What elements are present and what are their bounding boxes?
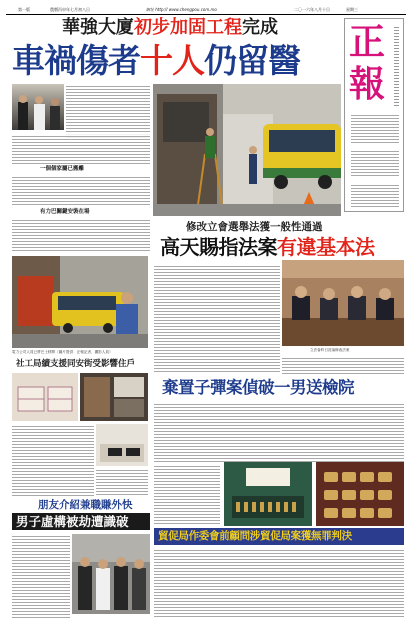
headline2-kicker: 修改立會選舉法獲一般性通過 bbox=[186, 221, 323, 233]
bus-accident-photo bbox=[153, 84, 341, 216]
bullets-photo-1 bbox=[224, 462, 312, 526]
headline3-main: 男子虛構被劫遭識破 bbox=[12, 513, 150, 530]
article-text-council bbox=[154, 264, 280, 374]
article-text-5 bbox=[96, 468, 148, 496]
bathroom-photo bbox=[80, 373, 148, 421]
bus-photo-caption: 電力公司人員已將巴士移開（圖片提供：正報記者、攝影人員） bbox=[12, 350, 113, 354]
article-text-4 bbox=[12, 424, 94, 496]
council-photo-art bbox=[282, 260, 404, 346]
article-text-2 bbox=[12, 175, 150, 207]
page-label: 第一版 bbox=[18, 7, 30, 12]
masthead-bar bbox=[6, 5, 406, 15]
headline3-kicker: 朋友介紹兼職賺外快 bbox=[38, 499, 133, 511]
article-text-bullets bbox=[154, 402, 404, 462]
subhead-c: 社工局續支援同安街受影響住戶 bbox=[16, 359, 136, 369]
bullets-photo-1-art bbox=[224, 462, 312, 526]
lunar-date: 農曆丙申年七月初八日 bbox=[50, 7, 90, 12]
kitchen-photo bbox=[96, 424, 148, 466]
article-text-council-2 bbox=[282, 356, 404, 374]
article-text-3 bbox=[12, 218, 150, 252]
publisher-info-3 bbox=[351, 183, 399, 207]
bottom-banner bbox=[154, 528, 404, 545]
street-bus-photo bbox=[12, 256, 148, 348]
subhead-a: 一個個家屬已搬離 bbox=[40, 166, 85, 172]
logo-vertical-line bbox=[394, 25, 399, 107]
police-photo-art bbox=[72, 534, 150, 614]
headline2-main-pre: 高天賜指法案 bbox=[160, 235, 277, 259]
police-photo bbox=[72, 534, 150, 614]
kicker-highlight: 初步加固工程 bbox=[134, 17, 242, 38]
lead-article-text bbox=[66, 84, 150, 140]
bottom-banner-text: 貿促局作委會前顧問涉貿促局案獲無罪判決 bbox=[158, 530, 352, 542]
website[interactable]: 網址 http:// www.chengpou.com.mo bbox=[146, 7, 217, 12]
subhead-d: 棄置子彈案偵破一男送檢院 bbox=[162, 378, 354, 397]
logo-char-1: 正 bbox=[349, 21, 386, 63]
street-bus-photo-art bbox=[12, 256, 148, 348]
officials-photo-art bbox=[12, 84, 64, 130]
kicker-post: 完成 bbox=[242, 17, 278, 38]
headline2-main-highlight: 有違基本法 bbox=[277, 235, 375, 259]
main-headline bbox=[12, 40, 342, 82]
bullets-photo-2 bbox=[316, 462, 404, 526]
subhead-b: 有力巴關鍵安裝在場 bbox=[40, 209, 90, 215]
article-text-bottom bbox=[154, 548, 404, 618]
publisher-info-2 bbox=[351, 149, 399, 177]
bathroom-photo-art bbox=[80, 373, 148, 421]
headline-kicker bbox=[62, 16, 312, 40]
council-photo bbox=[282, 260, 404, 346]
article-text-bullets-2 bbox=[154, 464, 220, 526]
main-pre: 車禍傷者 bbox=[12, 41, 140, 80]
logo-char-2: 報 bbox=[349, 63, 386, 105]
officials-photo bbox=[12, 84, 64, 130]
bullets-photo-2-art bbox=[316, 462, 404, 526]
publisher-info-1 bbox=[351, 113, 399, 143]
issue-date: 二〇一六年八月十日 bbox=[294, 7, 330, 12]
weekday: 星期三 bbox=[346, 7, 358, 12]
council-photo-caption: 立法會昨日討論修改法案 bbox=[310, 348, 350, 352]
logo-box bbox=[344, 18, 404, 212]
dorm-photo-art bbox=[12, 373, 78, 421]
kicker-pre: 華強大廈 bbox=[62, 17, 134, 38]
kitchen-photo-art bbox=[96, 424, 148, 466]
main-post: 仍留醫 bbox=[204, 41, 300, 80]
article-text-6 bbox=[12, 534, 70, 618]
bus-accident-photo-art bbox=[153, 84, 341, 216]
article-text-1 bbox=[12, 134, 150, 164]
headline2-main bbox=[160, 234, 406, 260]
main-highlight: 十人 bbox=[140, 41, 204, 80]
dorm-photo bbox=[12, 373, 78, 421]
